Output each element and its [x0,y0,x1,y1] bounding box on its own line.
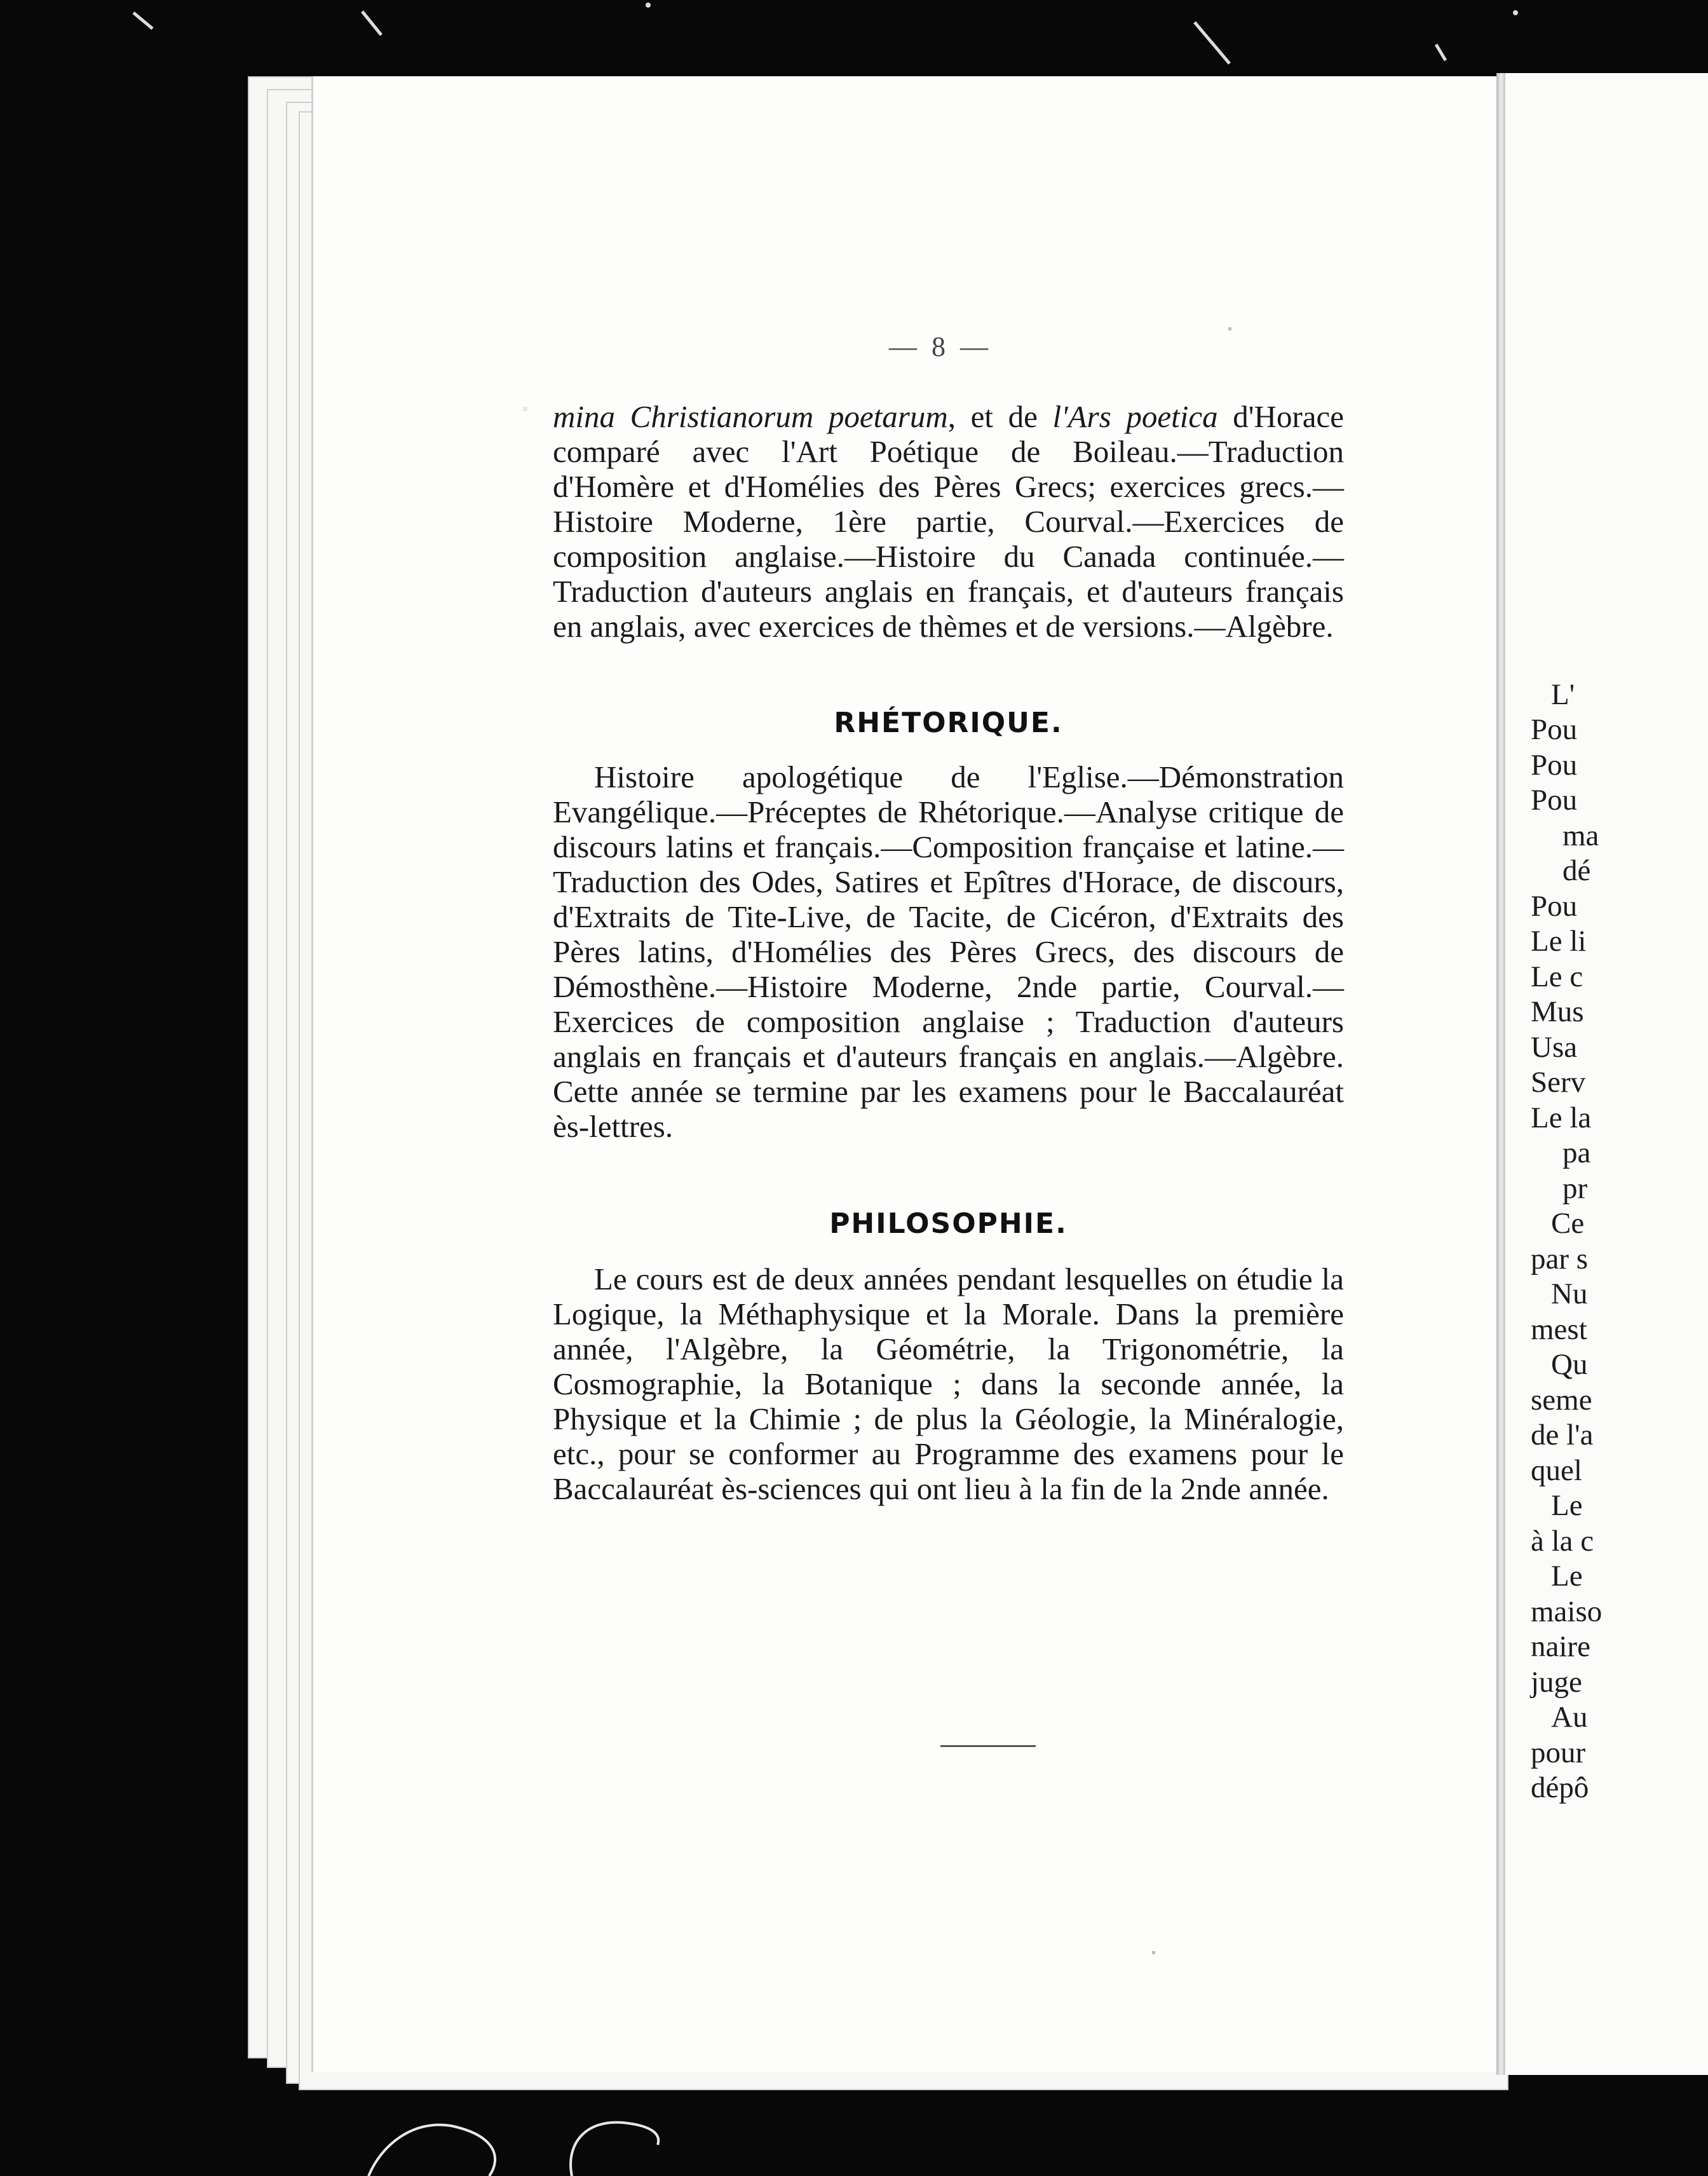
right-page-fragment: Usa [1531,1031,1578,1064]
paragraph-text: d'Horace comparé avec l'Art Poétique de Boileau.—Traduction d'Homère et d'Homélies des Pères Grecs; exercices grecs.—Histoire Moderne, 1ère partie, Courval.—Exercices de composition anglaise.—Histoire du Canada continuée.—Traduction d'auteurs anglais en français, et d'auteurs français en anglais, avec exercices de thèmes et de versions.—Algèbre. [553,399,1345,644]
right-page-fragment: Le c [1531,960,1583,993]
paper-speck [1228,327,1231,330]
right-page-fragment: Au [1551,1701,1588,1734]
rhetorique-paragraph [553,759,1344,1144]
right-page-fragment: Pou [1531,784,1578,817]
right-page-fragment: Le la [1531,1101,1592,1134]
right-page-fragment: Le [1551,1489,1583,1522]
italic-title: l'Ars poetica [1052,399,1218,434]
philosophie-paragraph [553,1261,1344,1506]
paragraph-text: Le cours est de deux années pendant lesquelles on étudie la Logique, la Méthaphysique et la Morale. Dans la première année, l'Algèbre, la Géométrie, la Trigonométrie, la Cosmographie, la Botanique ; dans la seconde année, la Physique et la Chimie ; de plus la Géologie, la Minéralogie, etc., pour se conformer au Programme des examens pour le Baccalauréat ès-sciences qui ont lieu à la fin de la 2nde année. [553,1261,1344,1506]
right-page [1505,73,1708,2075]
paragraph-text: Histoire apologétique de l'Eglise.—Démonstration Evangélique.—Préceptes de Rhétorique.—Analyse critique de discours latins et français.—Composition française et latine.—Traduction des Odes, Satires et Epîtres d'Horace, de discours, d'Extraits de Tite-Live, de Tacite, de Cicéron, d'Extraits des Pères latins, d'Homélies des Pères Grecs, des discours de Démosthène.—Histoire Moderne, 2nde partie, Courval.—Exercices de composition anglaise ; Traduction d'auteurs anglais en français et d'auteurs français en anglais.—Algèbre. Cette année se termine par les examens pour le Baccalauréat ès-lettres. [553,759,1344,1144]
right-page-fragment: par s [1531,1242,1589,1275]
section-heading-philosophie: PHILOSOPHIE. [829,1207,1068,1240]
italic-title: mina Christianorum poetarum [553,399,948,434]
right-page-fragment: à la c [1531,1525,1594,1558]
right-page-fragment: de l'a [1531,1418,1594,1452]
right-page-fragment: seme [1531,1384,1592,1417]
right-page-fragment: Mus [1531,995,1584,1028]
paragraph-text: , et de [947,399,1053,434]
book-gutter [1496,73,1505,2075]
page-number: — 8 — [889,331,992,362]
right-page-fragment: Le [1551,1560,1583,1593]
right-page-fragment: L' [1551,678,1575,711]
right-page-fragment: mest [1531,1313,1587,1346]
paper-speck [1152,1951,1155,1954]
right-page-fragment: Pou [1531,890,1578,923]
right-page-fragment: Pou [1531,749,1578,782]
right-page-fragment: Qu [1551,1348,1588,1381]
right-page-fragment: Ce [1551,1207,1585,1240]
right-page-fragment: dé [1562,854,1591,887]
right-page-fragment: naire [1531,1630,1590,1663]
right-page-fragment: pr [1562,1172,1588,1205]
right-page-fragment: pa [1562,1136,1591,1169]
paper-speck [523,407,527,411]
section-end-rule [940,1745,1036,1747]
right-page-fragment: maiso [1531,1595,1603,1628]
right-page-fragment: quel [1531,1454,1582,1487]
right-page-fragment: Serv [1531,1066,1586,1099]
section-heading-rhetorique: RHÉTORIQUE. [834,707,1063,739]
right-page-fragment: ma [1562,819,1599,852]
right-page-fragment: juge [1531,1666,1582,1699]
right-page-fragment: dépô [1531,1771,1589,1804]
scan-specks [0,0,1708,76]
right-page-fragment: Le li [1531,925,1587,958]
right-page-fragment: Nu [1551,1277,1588,1310]
thread-curl-icon [356,2075,712,2176]
intro-paragraph [553,399,1344,644]
right-page-fragment: Pou [1531,713,1578,746]
right-page-fragment: pour [1531,1736,1586,1769]
